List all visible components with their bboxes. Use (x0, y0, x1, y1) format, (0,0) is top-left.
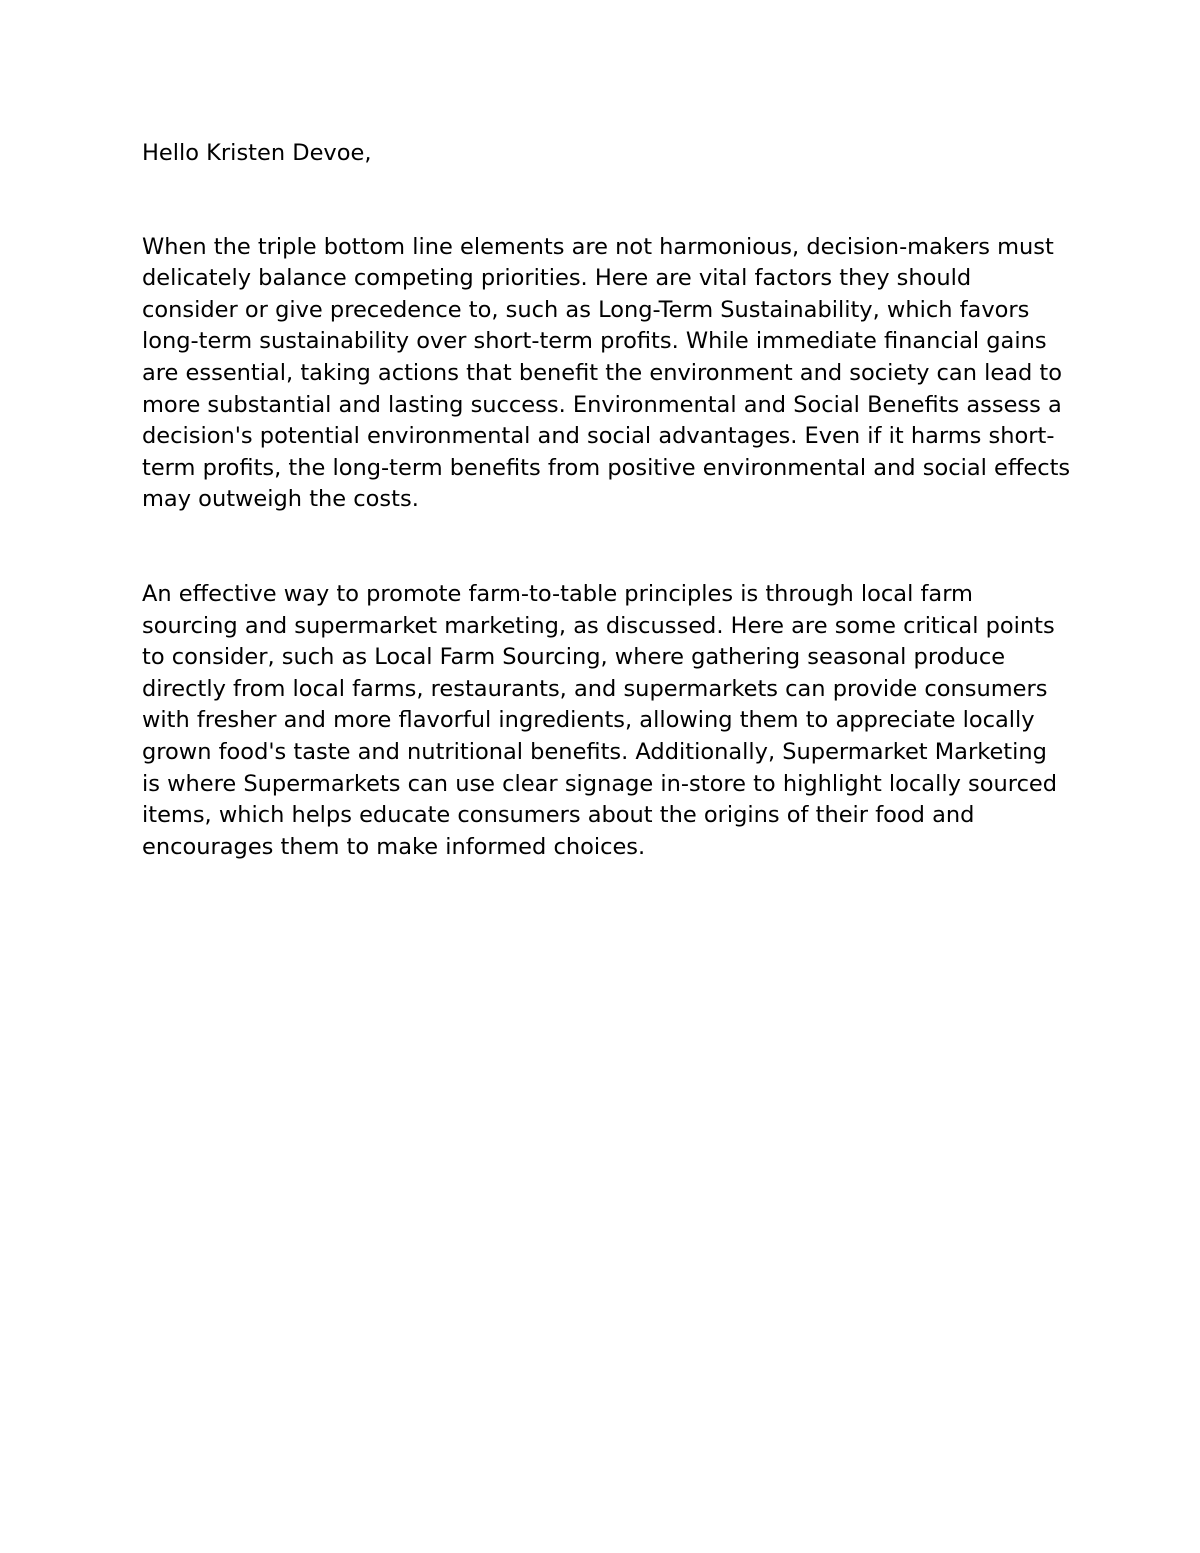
letter-greeting: Hello Kristen Devoe, (142, 140, 372, 166)
letter-body (142, 138, 1072, 863)
paragraph-triple-bottom-line: When the triple bottom line elements are not harmonious, decision-makers must delicately balance competing priorities. Here are vital factors they should consider or give precedence to, such as Long-Term Sustainability, which favors long-term sustainability over short-term profits. While immediate financial gains are essential, taking actions that benefit the environment and society can lead to more substantial and lasting success. Environmental and Social Benefits assess a decision's potential environmental and social advantages. Even if it harms short-term profits, the long-term benefits from positive environmental and social effects may outweigh the costs. (142, 233, 1071, 513)
paragraph-farm-to-table: An effective way to promote farm-to-table principles is through local farm sourcing and supermarket marketing, as discussed. Here are some critical points to consider, such as Local Farm Sourcing, where gathering seasonal produce directly from local farms, restaurants, and supermarkets can provide consumers with fresher and more flavorful ingredients, allowing them to appreciate locally grown food's taste and nutritional benefits. Additionally, Supermarket Marketing is where Supermarkets can use clear signage in-store to highlight locally sourced items, which helps educate consumers about the origins of their food and encourages them to make informed choices. (142, 580, 1058, 860)
